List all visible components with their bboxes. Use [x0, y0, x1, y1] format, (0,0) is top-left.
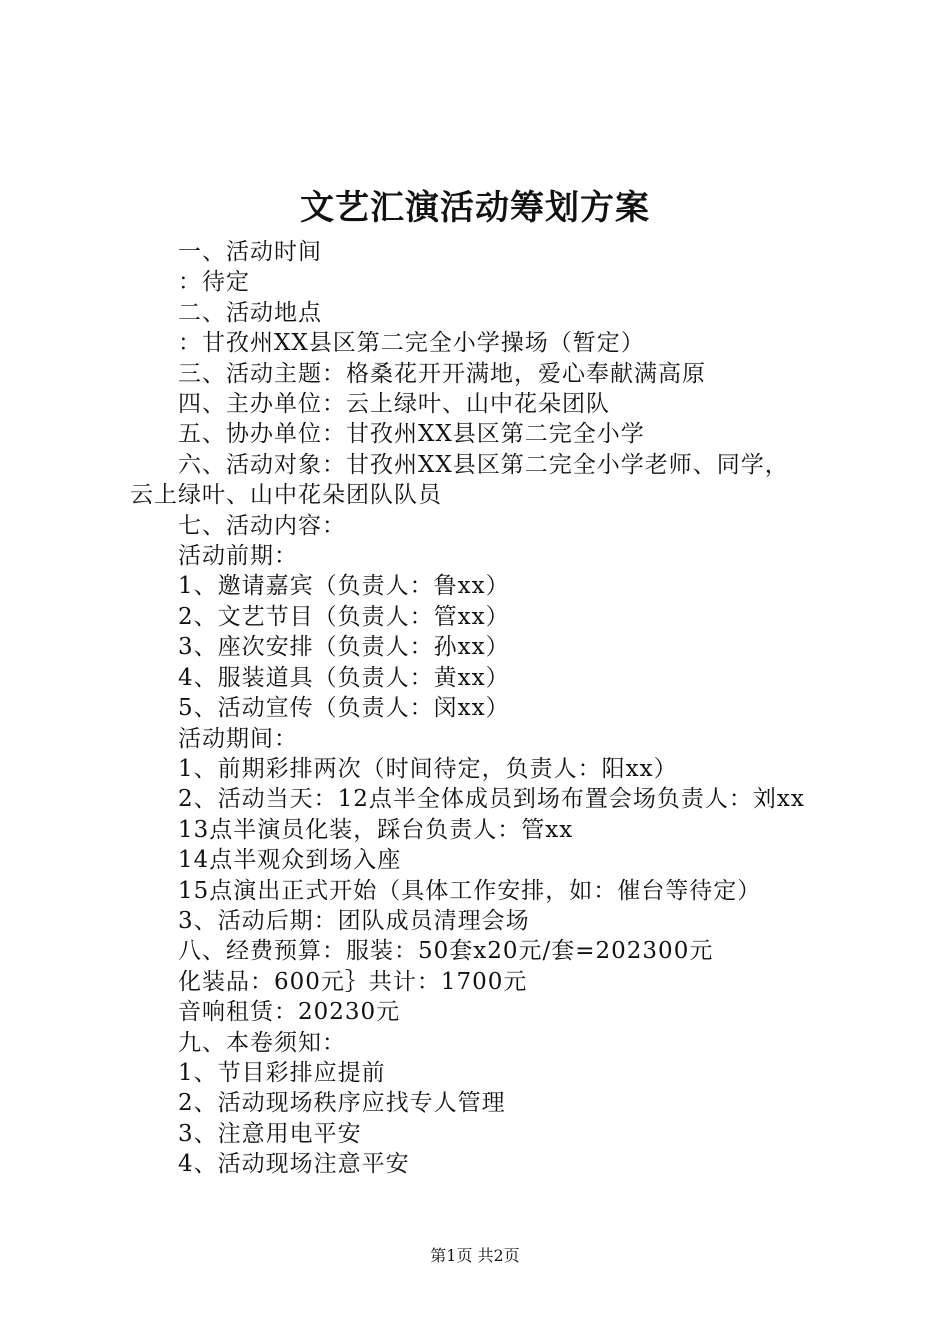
- page-title: 文艺汇演活动筹划方案: [300, 188, 650, 228]
- text-line: 3、活动后期：团队成员清理会场: [178, 907, 530, 934]
- text-line: 1、邀请嘉宾（负责人：鲁xx）: [178, 573, 510, 600]
- text-line: ：甘孜州XX县区第二完全小学操场（暂定）: [178, 330, 645, 357]
- text-line: 四、主办单位：云上绿叶、山中花朵团队: [178, 391, 610, 418]
- text-line: 活动期间：: [178, 725, 298, 752]
- text-line: 3、座次安排（负责人：孙xx）: [178, 634, 510, 661]
- text-line: 4、活动现场注意平安: [178, 1151, 410, 1178]
- text-line: 七、活动内容：: [178, 512, 346, 539]
- text-line: 八、经费预算：服装：50套x20元/套=202300元: [178, 938, 714, 965]
- text-line: 14点半观众到场入座: [178, 847, 402, 874]
- text-line: 六、活动对象：甘孜州XX县区第二完全小学老师、同学，: [178, 451, 789, 478]
- text-line: 三、活动主题：格桑花开开满地，爱心奉献满高原: [178, 360, 706, 387]
- text-line: 4、服装道具（负责人：黄xx）: [178, 664, 510, 691]
- text-line: 活动前期：: [178, 543, 298, 570]
- text-line: 1、前期彩排两次（时间待定，负责人：阳xx）: [178, 755, 678, 782]
- text-line: 五、协办单位：甘孜州XX县区第二完全小学: [178, 421, 645, 448]
- text-line: 九、本卷须知：: [178, 1029, 346, 1056]
- text-line: 2、活动当天：12点半全体成员到场布置会场负责人：刘xx: [178, 786, 805, 813]
- page-footer: 第1页 共2页: [430, 1246, 520, 1265]
- text-line: 2、活动现场秩序应找专人管理: [178, 1090, 506, 1117]
- text-line: 15点演出正式开始（具体工作安排，如：催台等待定）: [178, 877, 762, 904]
- text-line: ：待定: [178, 269, 250, 296]
- text-line: 音响租赁：20230元: [178, 999, 401, 1026]
- document-body: [130, 237, 850, 1180]
- text-line: 云上绿叶、山中花朵团队队员: [130, 482, 442, 509]
- text-line: 二、活动地点: [178, 299, 322, 326]
- text-line: 5、活动宣传（负责人：闵xx）: [178, 695, 510, 722]
- text-line: 一、活动时间: [178, 239, 322, 265]
- text-line: 3、注意用电平安: [178, 1120, 362, 1147]
- text-line: 化装品：600元｝共计：1700元: [178, 968, 528, 995]
- text-line: 2、文艺节目（负责人：管xx）: [178, 603, 510, 630]
- text-line: 13点半演员化装，踩台负责人：管xx: [178, 816, 574, 843]
- text-line: 1、节目彩排应提前: [178, 1059, 386, 1086]
